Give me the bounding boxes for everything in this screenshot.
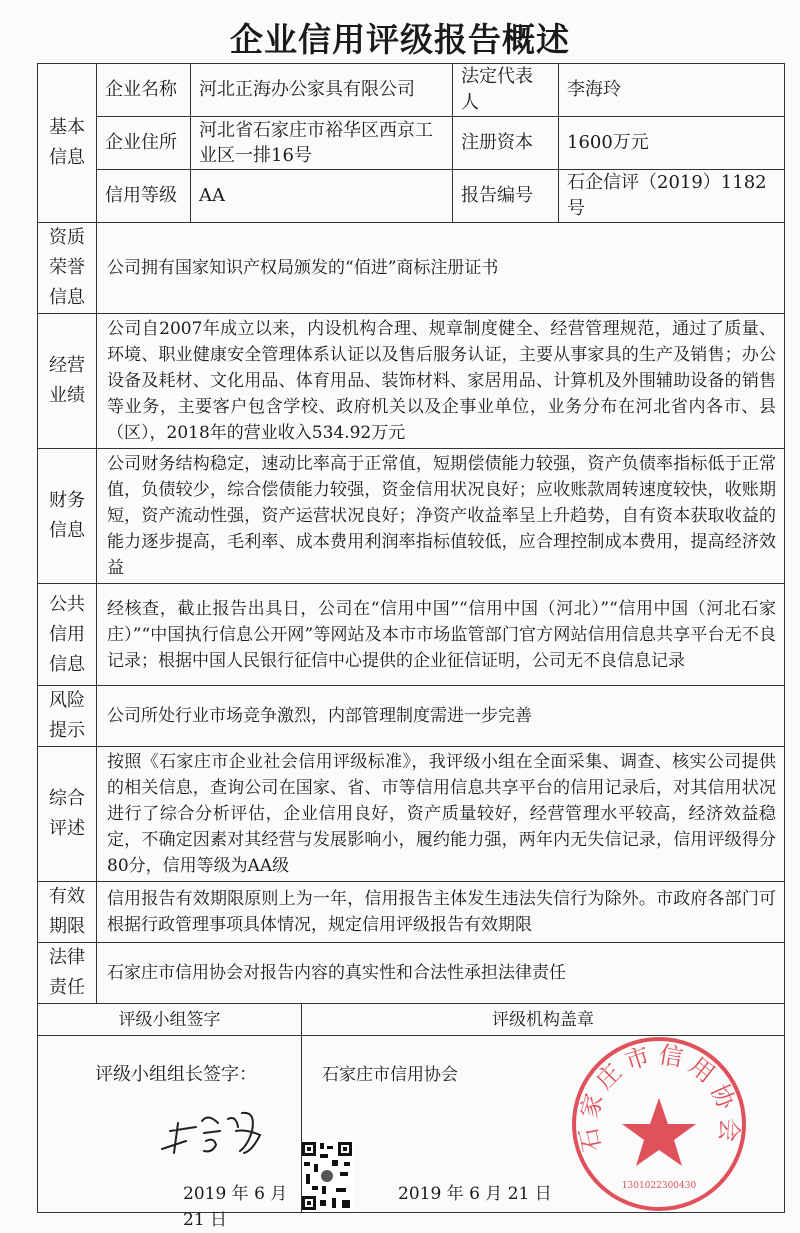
section-text: 公司财务结构稳定，速动比率高于正常值，短期偿债能力较强，资产负债率指标低于正常值，负债较少，综合偿债能力较强，资金信用状况良好；应收账款周转速度较快，收账期短，资产流动性强，资产运营状况良好；净资产收益率呈上升趋势，自有资本获取收益的能力逐步提高，毛利率、成本费用利润率指标值较低，应合理控制成本费用，提高经济效益 [97,449,785,584]
row-grade [38,170,785,223]
section-label: 资质荣誉信息 [38,223,97,314]
section-text: 经核查，截止报告出具日，公司在“信用中国”“信用中国（河北）”“信用中国（河北石家庄）”“中国执行信息公开网”等网站及本市市场监管部门官方网站信用信息共享平台无不良记录；根据中国人民银行征信中心提供的企业征信证明，公司无不良信息记录 [97,584,785,686]
leader-signature-label: 评级小组组长签字： [95,1064,257,1085]
left-date: 2019 年 6 月 21 日 [183,1184,288,1230]
section-risk [38,686,785,747]
section-summary [38,747,785,882]
signature-left-cell [38,1036,302,1230]
org-name: 石家庄市信用协会 [322,1065,458,1085]
section-text: 石家庄市信用协会对报告内容的真实性和合法性承担法律责任 [97,943,785,1004]
left-signature-header: 评级小组签字 [38,1004,302,1036]
section-label: 财务信息 [38,449,97,584]
section-qualification [38,223,785,314]
page-title: 企业信用评级报告概述 [230,20,570,59]
grade: AA [191,170,453,223]
company-name-label: 企业名称 [97,64,191,117]
seal-code: 1301022300430 [621,1181,697,1191]
section-label: 综合评述 [38,747,97,882]
section-label: 经营业绩 [38,314,97,449]
section-text: 公司所处行业市场竞争激烈，内部管理制度需进一步完善 [97,686,785,747]
section-label: 风险提示 [38,686,97,747]
legal-rep-label: 法定代表人 [453,64,559,117]
right-date: 2019 年 6 月 21 日 [398,1184,552,1204]
report-no-label: 报告编号 [453,170,559,223]
seal-text: 石家庄市信用协会 [574,1040,744,1155]
report-table [37,63,785,1230]
row-company-name [38,64,785,117]
address: 河北省石家庄市裕华区西京工业区一排16号 [191,117,453,170]
qr-code [302,1140,354,1212]
capital-label: 注册资本 [453,117,559,170]
right-signature-header: 评级机构盖章 [302,1004,785,1036]
row-address [38,117,785,170]
section-text: 公司自2007年成立以来，内设机构合理、规章制度健全、经营管理规范，通过了质量、环境、职业健康安全管理体系认证以及售后服务认证，主要从事家具的生产及销售；办公设备及耗材、文化用品、体育用品、装饰材料、家居用品、计算机及外围辅助设备的销售等业务，主要客户包含学校、政府机关以及企事业单位，业务分布在河北省内各市、县（区），2018年的营业收入534.92万元 [97,314,785,449]
section-public-credit [38,584,785,686]
section-text: 公司拥有国家知识产权局颁发的“佰进”商标注册证书 [97,223,785,314]
address-label: 企业住所 [97,117,191,170]
capital: 1600万元 [559,117,785,170]
signature-row [38,1036,785,1213]
section-legal [38,943,785,1004]
section-text: 按照《石家庄市企业社会信用评级标准》，我评级小组在全面采集、调查、核实公司提供的相关信息，查询公司在国家、省、市等信用信息共享平台的信用记录后，对其信用状况进行了综合分析评估，企业信用良好，资产质量较好，经营管理水平较高，经济效益稳定，不确定因素对其经营与发展影响小，履约能力强，两年内无失信记录，信用评级得分80分，信用等级为AA级 [97,747,785,882]
report-no: 石企信评（2019）1182号 [559,170,785,223]
handwritten-signature [156,1101,281,1161]
company-name: 河北正海办公家具有限公司 [191,64,453,117]
section-finance [38,449,785,584]
signature-header-row [38,1004,785,1036]
grade-label: 信用等级 [97,170,191,223]
legal-rep: 李海玲 [559,64,785,117]
section-label: 法律责任 [38,943,97,1004]
section-validity [38,882,785,943]
signature-right-cell [302,1036,785,1213]
official-seal [564,1036,754,1212]
section-text: 信用报告有效期限原则上为一年，信用报告主体发生违法失信行为除外。市政府各部门可根据行政管理事项具体情况，规定信用评级报告有效期限 [97,882,785,943]
section-label: 公共信用信息 [38,584,97,686]
basic-info-label: 基本信息 [38,64,97,223]
section-label: 有效期限 [38,882,97,943]
section-performance [38,314,785,449]
